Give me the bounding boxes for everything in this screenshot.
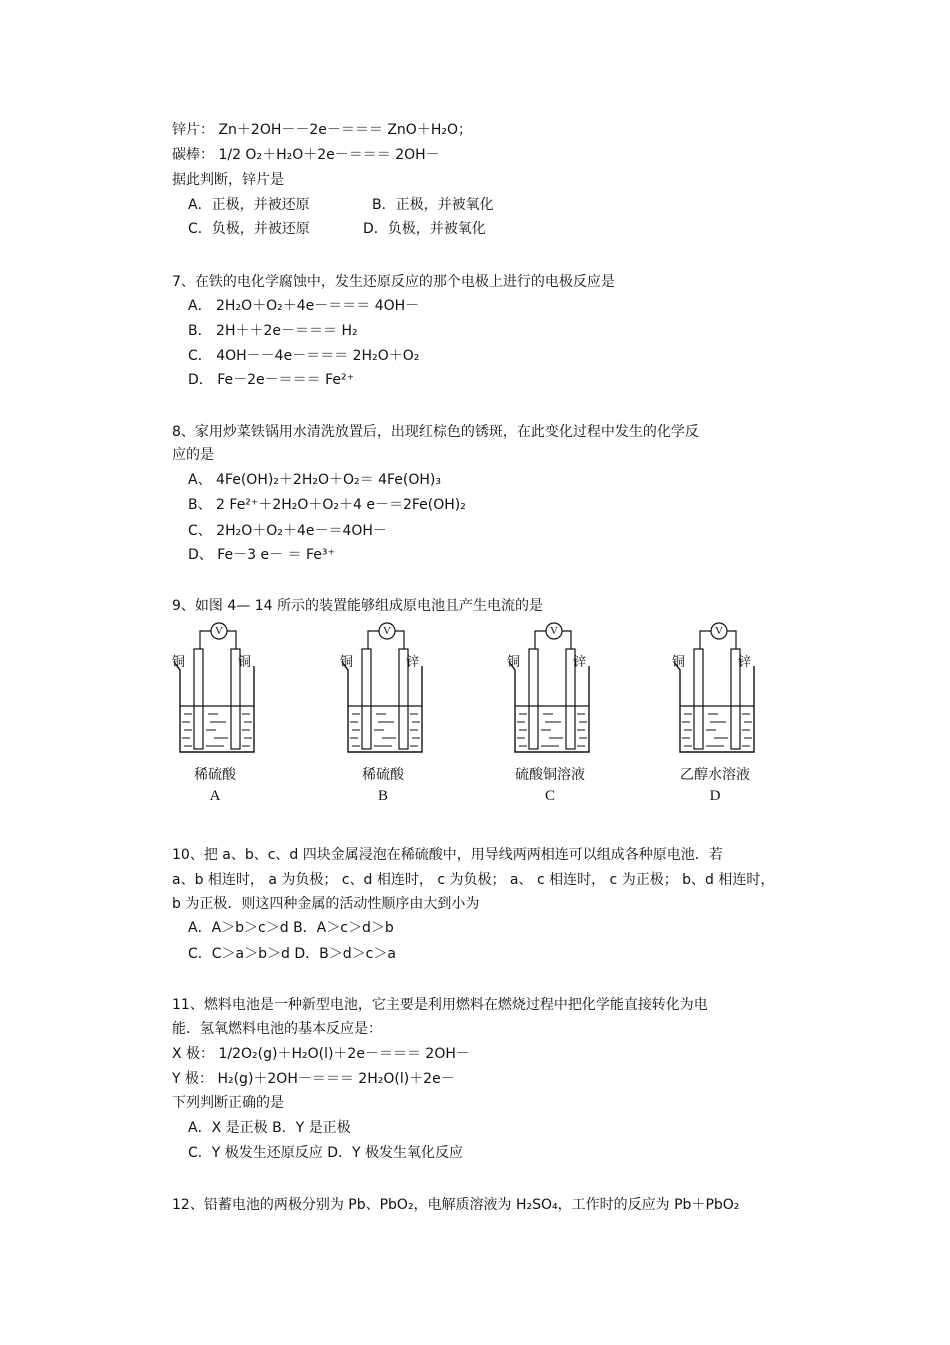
q7-stem: 7、在铁的电化学腐蚀中，发生还原反应的那个电极上进行的电极反应是 [172,274,615,290]
figure-letter-d: D [709,788,721,804]
figure-letter-b: B [377,788,388,804]
electrode-right-b: 锌 [406,655,420,670]
q11-stem-line1: 11、燃料电池是一种新型电池，它主要是利用燃料在燃烧过程中把化学能直接转化为电 [172,997,708,1013]
beaker-d-drawing [670,618,780,768]
figure-letter-c: C [544,788,555,804]
voltmeter-label-d: V [715,625,723,637]
solution-label-d: 乙醇水溶液 [680,767,750,783]
intro-option-d: D．负极，并被氧化 [363,221,486,237]
q11-stem-line2: 能．氢氧燃料电池的基本反应是： [172,1021,382,1037]
intro-question: 据此判断，锌片是 [172,172,284,188]
q7-option-b: B． 2H＋＋2e－＝＝＝ H₂ [188,323,358,339]
q10-options-ab: A．A＞b＞c＞d B．A＞c＞d＞b [188,920,394,936]
q8-option-c: C、 2H₂O＋O₂＋4e－＝4OH－ [188,523,387,539]
q10-stem-line3: b 为正极．则这四种金属的活动性顺序由大到小为 [172,896,480,912]
solution-label-a: 稀硫酸 [194,767,236,783]
galvanic-cell-figures [170,618,790,813]
beaker-c-drawing [505,618,615,768]
voltmeter-label-a: V [215,625,223,637]
q12-stem: 12、铅蓄电池的两极分别为 Pb、PbO₂，电解质溶液为 H₂SO₄，工作时的反应为 Pb＋PbO₂ [172,1197,740,1213]
q8-option-d: D、 Fe－3 e－ ＝ Fe³⁺ [188,547,335,563]
solution-label-b: 稀硫酸 [362,767,404,783]
zinc-electrode-equation: 锌片： Zn＋2OH－－2e－＝＝＝ ZnO＋H₂O； [172,122,472,138]
q8-option-b: B、 2 Fe²⁺＋2H₂O＋O₂＋4 e－＝2Fe(OH)₂ [188,497,466,513]
beaker-a-drawing [170,618,280,768]
figure-letter-a: A [209,788,221,804]
q10-stem-line1: 10、把 a、b、c、d 四块金属浸泡在稀硫酸中，用导线两两相连可以组成各种原电池．若 [172,847,723,863]
intro-option-a: A．正极，并被还原 [188,197,310,213]
figure-a [170,618,280,813]
electrode-left-a: 铜 [172,655,186,670]
electrode-right-d: 锌 [738,655,752,670]
q11-options-cd: C．Y 极发生还原反应 D．Y 极发生氧化反应 [188,1145,464,1161]
q10-options-cd: C．C＞a＞b＞d D．B＞d＞c＞a [188,946,396,962]
q11-judge: 下列判断正确的是 [172,1095,284,1111]
figure-b [338,618,448,813]
q7-option-c: C． 4OH－－4e－＝＝＝ 2H₂O＋O₂ [188,348,420,364]
q9-stem: 9、如图 4— 14 所示的装置能够组成原电池且产生电流的是 [172,598,543,614]
figure-c [505,618,615,813]
electrode-left-c: 铜 [507,655,521,670]
electrode-left-b: 铜 [340,655,354,670]
carbon-rod-equation: 碳棒： 1/2 O₂＋H₂O＋2e－＝＝＝ 2OH－ [172,147,440,163]
intro-option-c: C．负极，并被还原 [188,221,310,237]
figure-d [670,618,780,813]
q8-stem-line2: 应的是 [172,447,214,463]
q10-stem-line2: a、b 相连时， a 为负极； c、d 相连时， c 为负极； a、 c 相连时， c 为正极； b、d 相连时， [172,872,775,888]
q8-stem-line1: 8、家用炒菜铁锅用水清洗放置后，出现红棕色的锈斑，在此变化过程中发生的化学反 [172,424,699,440]
q11-y-electrode: Y 极： H₂(g)＋2OH－＝＝＝ 2H₂O(l)＋2e－ [172,1071,455,1087]
beaker-b-drawing [338,618,448,768]
intro-option-b: B．正极，并被氧化 [372,197,494,213]
q8-option-a: A、 4Fe(OH)₂＋2H₂O＋O₂＝ 4Fe(OH)₃ [188,472,441,488]
electrode-right-c: 锌 [573,655,587,670]
voltmeter-label-c: V [550,625,558,637]
electrode-left-d: 铜 [672,655,686,670]
q7-option-d: D． Fe－2e－＝＝＝ Fe²⁺ [188,372,355,388]
solution-label-c: 硫酸铜溶液 [515,767,585,783]
q7-option-a: A． 2H₂O＋O₂＋4e－＝＝＝ 4OH－ [188,298,420,314]
voltmeter-label-b: V [383,625,391,637]
electrode-right-a: 铜 [238,655,252,670]
q11-x-electrode: X 极： 1/2O₂(g)＋H₂O(l)＋2e－＝＝＝ 2OH－ [172,1046,470,1062]
q11-options-ab: A．X 是正极 B．Y 是正极 [188,1120,351,1136]
